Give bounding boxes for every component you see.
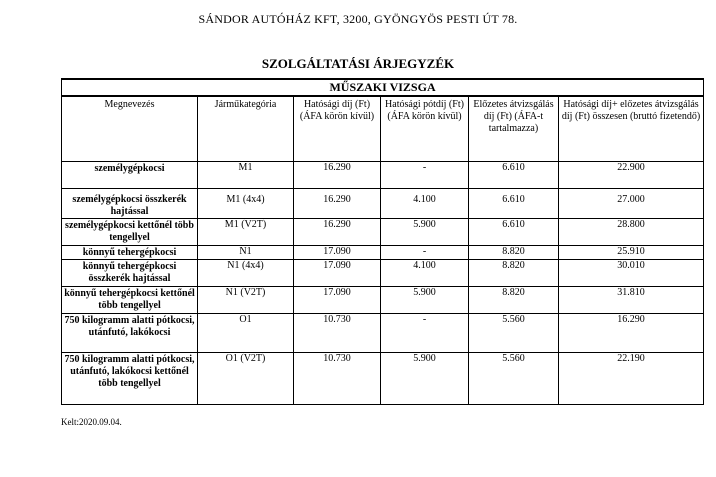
- row-surcharge: 4.100: [381, 260, 469, 287]
- table-row: [62, 189, 704, 219]
- row-category: M1 (V2T): [198, 219, 294, 246]
- row-name: könnyű tehergépkocsi kettőnél több tengellyel: [62, 287, 198, 314]
- row-fee: 17.090: [294, 260, 381, 287]
- column-header-category: Járműkategória: [198, 96, 294, 162]
- row-category: N1 (V2T): [198, 287, 294, 314]
- column-header-surcharge: Hatósági pótdíj (Ft) (ÁFA körön kívül): [381, 96, 469, 162]
- row-surcharge: 4.100: [381, 189, 469, 219]
- document-title: SZOLGÁLTATÁSI ÁRJEGYZÉK: [261, 56, 455, 71]
- row-surcharge: -: [381, 314, 469, 353]
- column-header-name: Megnevezés: [62, 96, 198, 162]
- row-category: O1: [198, 314, 294, 353]
- row-fee: 17.090: [294, 287, 381, 314]
- row-pre-inspection: 5.560: [469, 314, 559, 353]
- row-name: személygépkocsi összkerék hajtással: [62, 189, 198, 219]
- row-surcharge: 5.900: [381, 353, 469, 405]
- row-name: könnyű tehergépkocsi: [62, 246, 198, 260]
- row-surcharge: 5.900: [381, 219, 469, 246]
- section-title: MŰSZAKI VIZSGA: [62, 79, 704, 96]
- row-surcharge: -: [381, 162, 469, 189]
- row-surcharge: 5.900: [381, 287, 469, 314]
- row-fee: 16.290: [294, 162, 381, 189]
- row-category: M1: [198, 162, 294, 189]
- row-pre-inspection: 8.820: [469, 246, 559, 260]
- column-header-pre-inspection: Előzetes átvizsgálás díj (Ft) (ÁFA-t tartalmazza): [469, 96, 559, 162]
- table-row: [62, 314, 704, 353]
- row-name: könnyű tehergépkocsi összkerék hajtással: [62, 260, 198, 287]
- column-header-total: Hatósági díj+ előzetes átvizsgálás díj (Ft) összesen (bruttó fizetendő): [559, 96, 704, 162]
- table-row: [62, 219, 704, 246]
- price-table: [61, 78, 704, 405]
- table-row: [62, 246, 704, 260]
- row-category: M1 (4x4): [198, 189, 294, 219]
- table-row: [62, 162, 704, 189]
- table-row: [62, 260, 704, 287]
- row-pre-inspection: 6.610: [469, 219, 559, 246]
- company-header: SÁNDOR AUTÓHÁZ KFT, 3200, GYÖNGYÖS PESTI ÚT 78.: [198, 12, 518, 26]
- row-name: személygépkocsi: [62, 162, 198, 189]
- column-header-fee: Hatósági díj (Ft) (ÁFA körön kívül): [294, 96, 381, 162]
- row-fee: 16.290: [294, 189, 381, 219]
- issue-date: Kelt:2020.09.04.: [61, 417, 122, 427]
- row-total: 30.010: [559, 260, 704, 287]
- row-total: 28.800: [559, 219, 704, 246]
- row-fee: 10.730: [294, 314, 381, 353]
- row-fee: 16.290: [294, 219, 381, 246]
- row-pre-inspection: 8.820: [469, 260, 559, 287]
- row-total: 22.900: [559, 162, 704, 189]
- row-fee: 17.090: [294, 246, 381, 260]
- row-total: 22.190: [559, 353, 704, 405]
- row-category: O1 (V2T): [198, 353, 294, 405]
- row-total: 27.000: [559, 189, 704, 219]
- row-name: személygépkocsi kettőnél több tengellyel: [62, 219, 198, 246]
- row-total: 25.910: [559, 246, 704, 260]
- table-row: [62, 287, 704, 314]
- row-surcharge: -: [381, 246, 469, 260]
- row-pre-inspection: 8.820: [469, 287, 559, 314]
- row-pre-inspection: 5.560: [469, 353, 559, 405]
- row-fee: 10.730: [294, 353, 381, 405]
- table-row: [62, 353, 704, 405]
- row-total: 16.290: [559, 314, 704, 353]
- row-category: N1: [198, 246, 294, 260]
- row-pre-inspection: 6.610: [469, 189, 559, 219]
- row-name: 750 kilogramm alatti pótkocsi, utánfutó, lakókocsi kettőnél több tengellyel: [62, 353, 198, 405]
- row-name: 750 kilogramm alatti pótkocsi, utánfutó, lakókocsi: [62, 314, 198, 353]
- row-pre-inspection: 6.610: [469, 162, 559, 189]
- row-total: 31.810: [559, 287, 704, 314]
- row-category: N1 (4x4): [198, 260, 294, 287]
